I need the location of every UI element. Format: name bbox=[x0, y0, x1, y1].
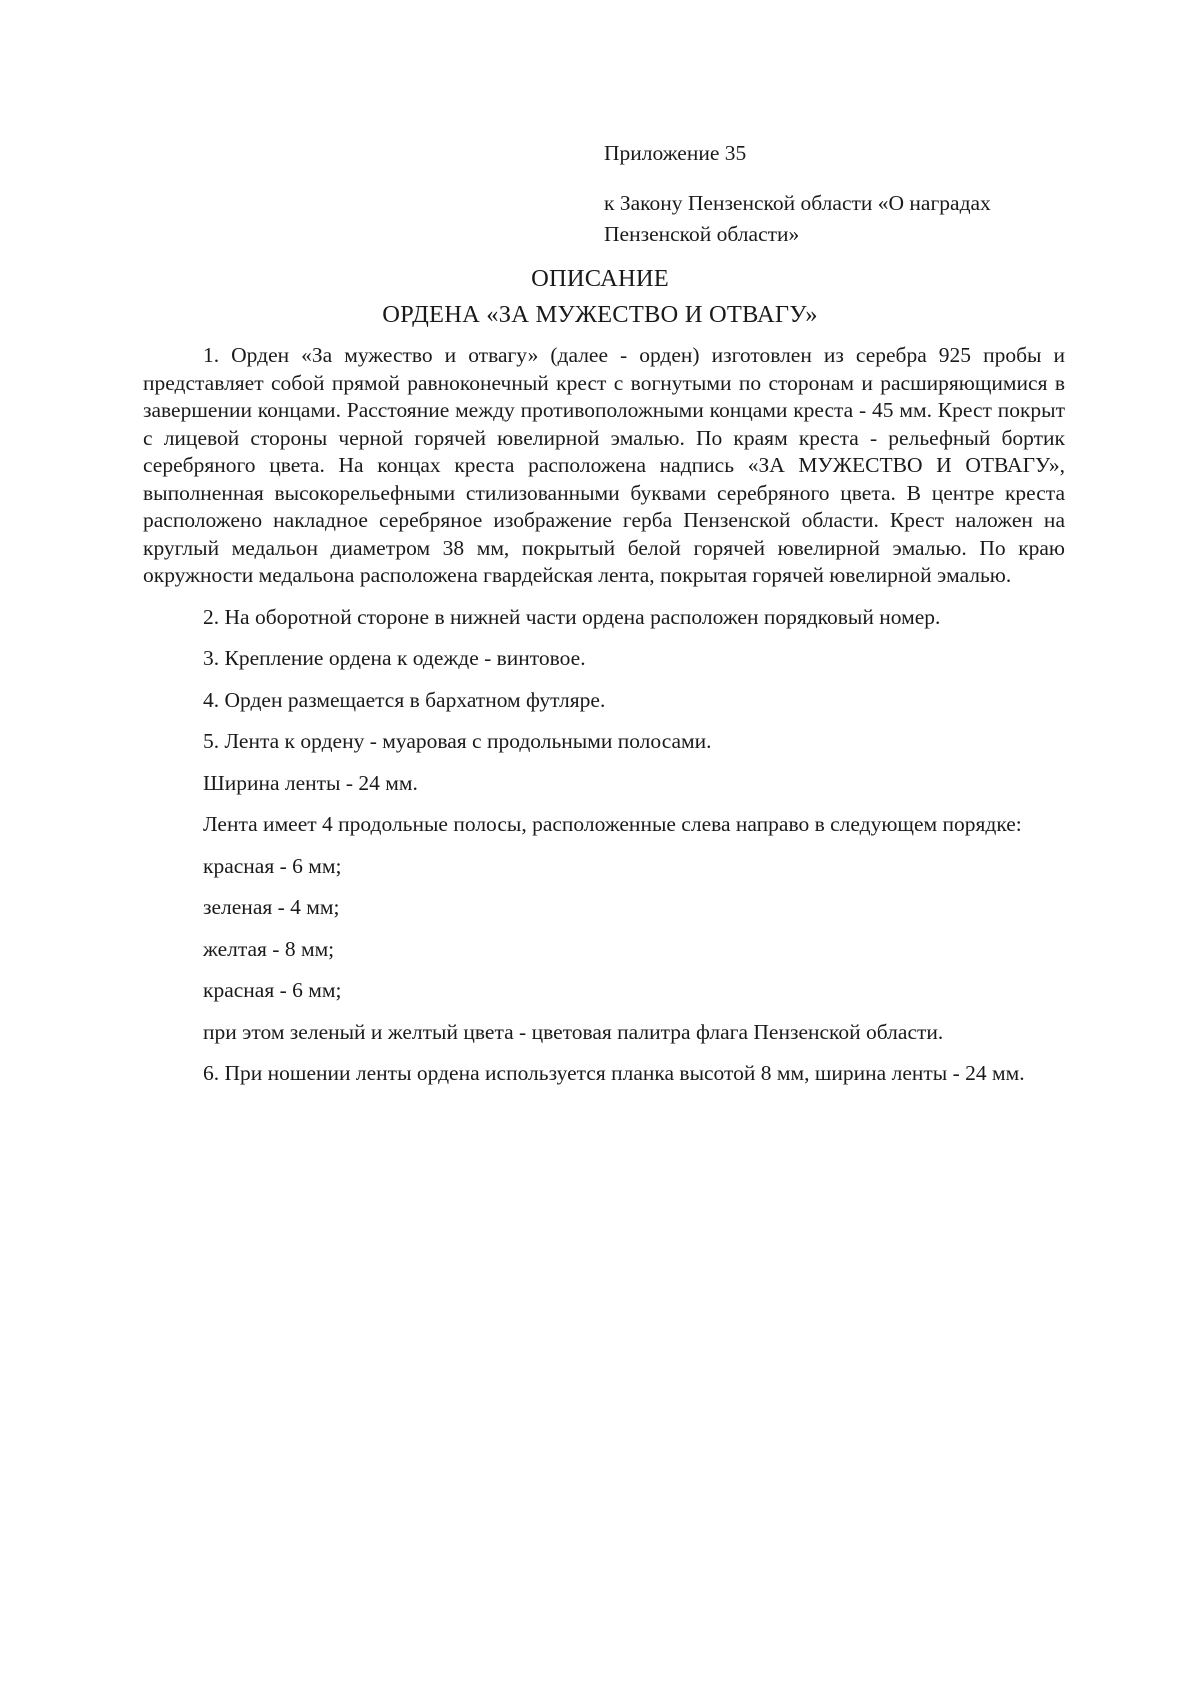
document-body bbox=[143, 342, 1065, 1088]
paragraph-order-description: 1. Орден «За мужество и отвагу» (далее - орден) изготовлен из серебра 925 пробы и представляет собой прямой равноконечный крест с вогнутыми по сторонам и расширяющимися в завершении концами. Расстояние между противоположными концами креста - 45 мм. Крест покрыт с лицевой стороны черной горячей ювелирной эмалью. По краям креста - рельефный бортик серебряного цвета. На концах креста расположена надпись «ЗА МУЖЕСТВО И ОТВАГУ», выполненная высокорельефными стилизованными буквами серебряного цвета. В центре креста расположено накладное серебряное изображение герба Пензенской области. Крест наложен на круглый медальон диаметром 38 мм, покрытый белой горячей ювелирной эмалью. По краю окружности медальона расположена гвардейская лента, покрытая горячей ювелирной эмалью. bbox=[143, 343, 1065, 587]
paragraph-ribbon-width: Ширина ленты - 24 мм. bbox=[203, 770, 418, 795]
paragraph-reverse-side: 2. На оборотной стороне в нижней части ордена расположен порядковый номер. bbox=[203, 604, 941, 629]
stripe-item: красная - 6 мм; bbox=[203, 978, 342, 1002]
document-subtitle: ОРДЕНА «ЗА МУЖЕСТВО И ОТВАГУ» bbox=[382, 301, 818, 328]
paragraph-ribbon-stripes: Лента имеет 4 продольные полосы, расположенные слева направо в следующем порядке: bbox=[203, 812, 1022, 836]
appendix-law-reference: к Закону Пензенской области «О наградах Пензенской области» bbox=[604, 191, 991, 246]
paragraph-flag-colors: при этом зеленый и желтый цвета - цветовая палитра флага Пензенской области. bbox=[203, 1019, 944, 1044]
stripe-item: красная - 6 мм; bbox=[203, 853, 342, 878]
paragraph-bar: 6. При ношении ленты ордена используется планка высотой 8 мм, ширина ленты - 24 мм. bbox=[203, 1061, 1025, 1085]
paragraph-ribbon: 5. Лента к ордену - муаровая с продольными полосами. bbox=[203, 729, 712, 753]
paragraph-fastening: 3. Крепление ордена к одежде - винтовое. bbox=[203, 646, 586, 670]
stripe-item: желтая - 8 мм; bbox=[203, 936, 335, 961]
stripe-item: зеленая - 4 мм; bbox=[203, 895, 340, 919]
appendix-number: Приложение 35 bbox=[604, 141, 747, 165]
document-title: ОПИСАНИЕ bbox=[531, 265, 669, 292]
paragraph-case: 4. Орден размещается в бархатном футляре. bbox=[203, 687, 606, 712]
